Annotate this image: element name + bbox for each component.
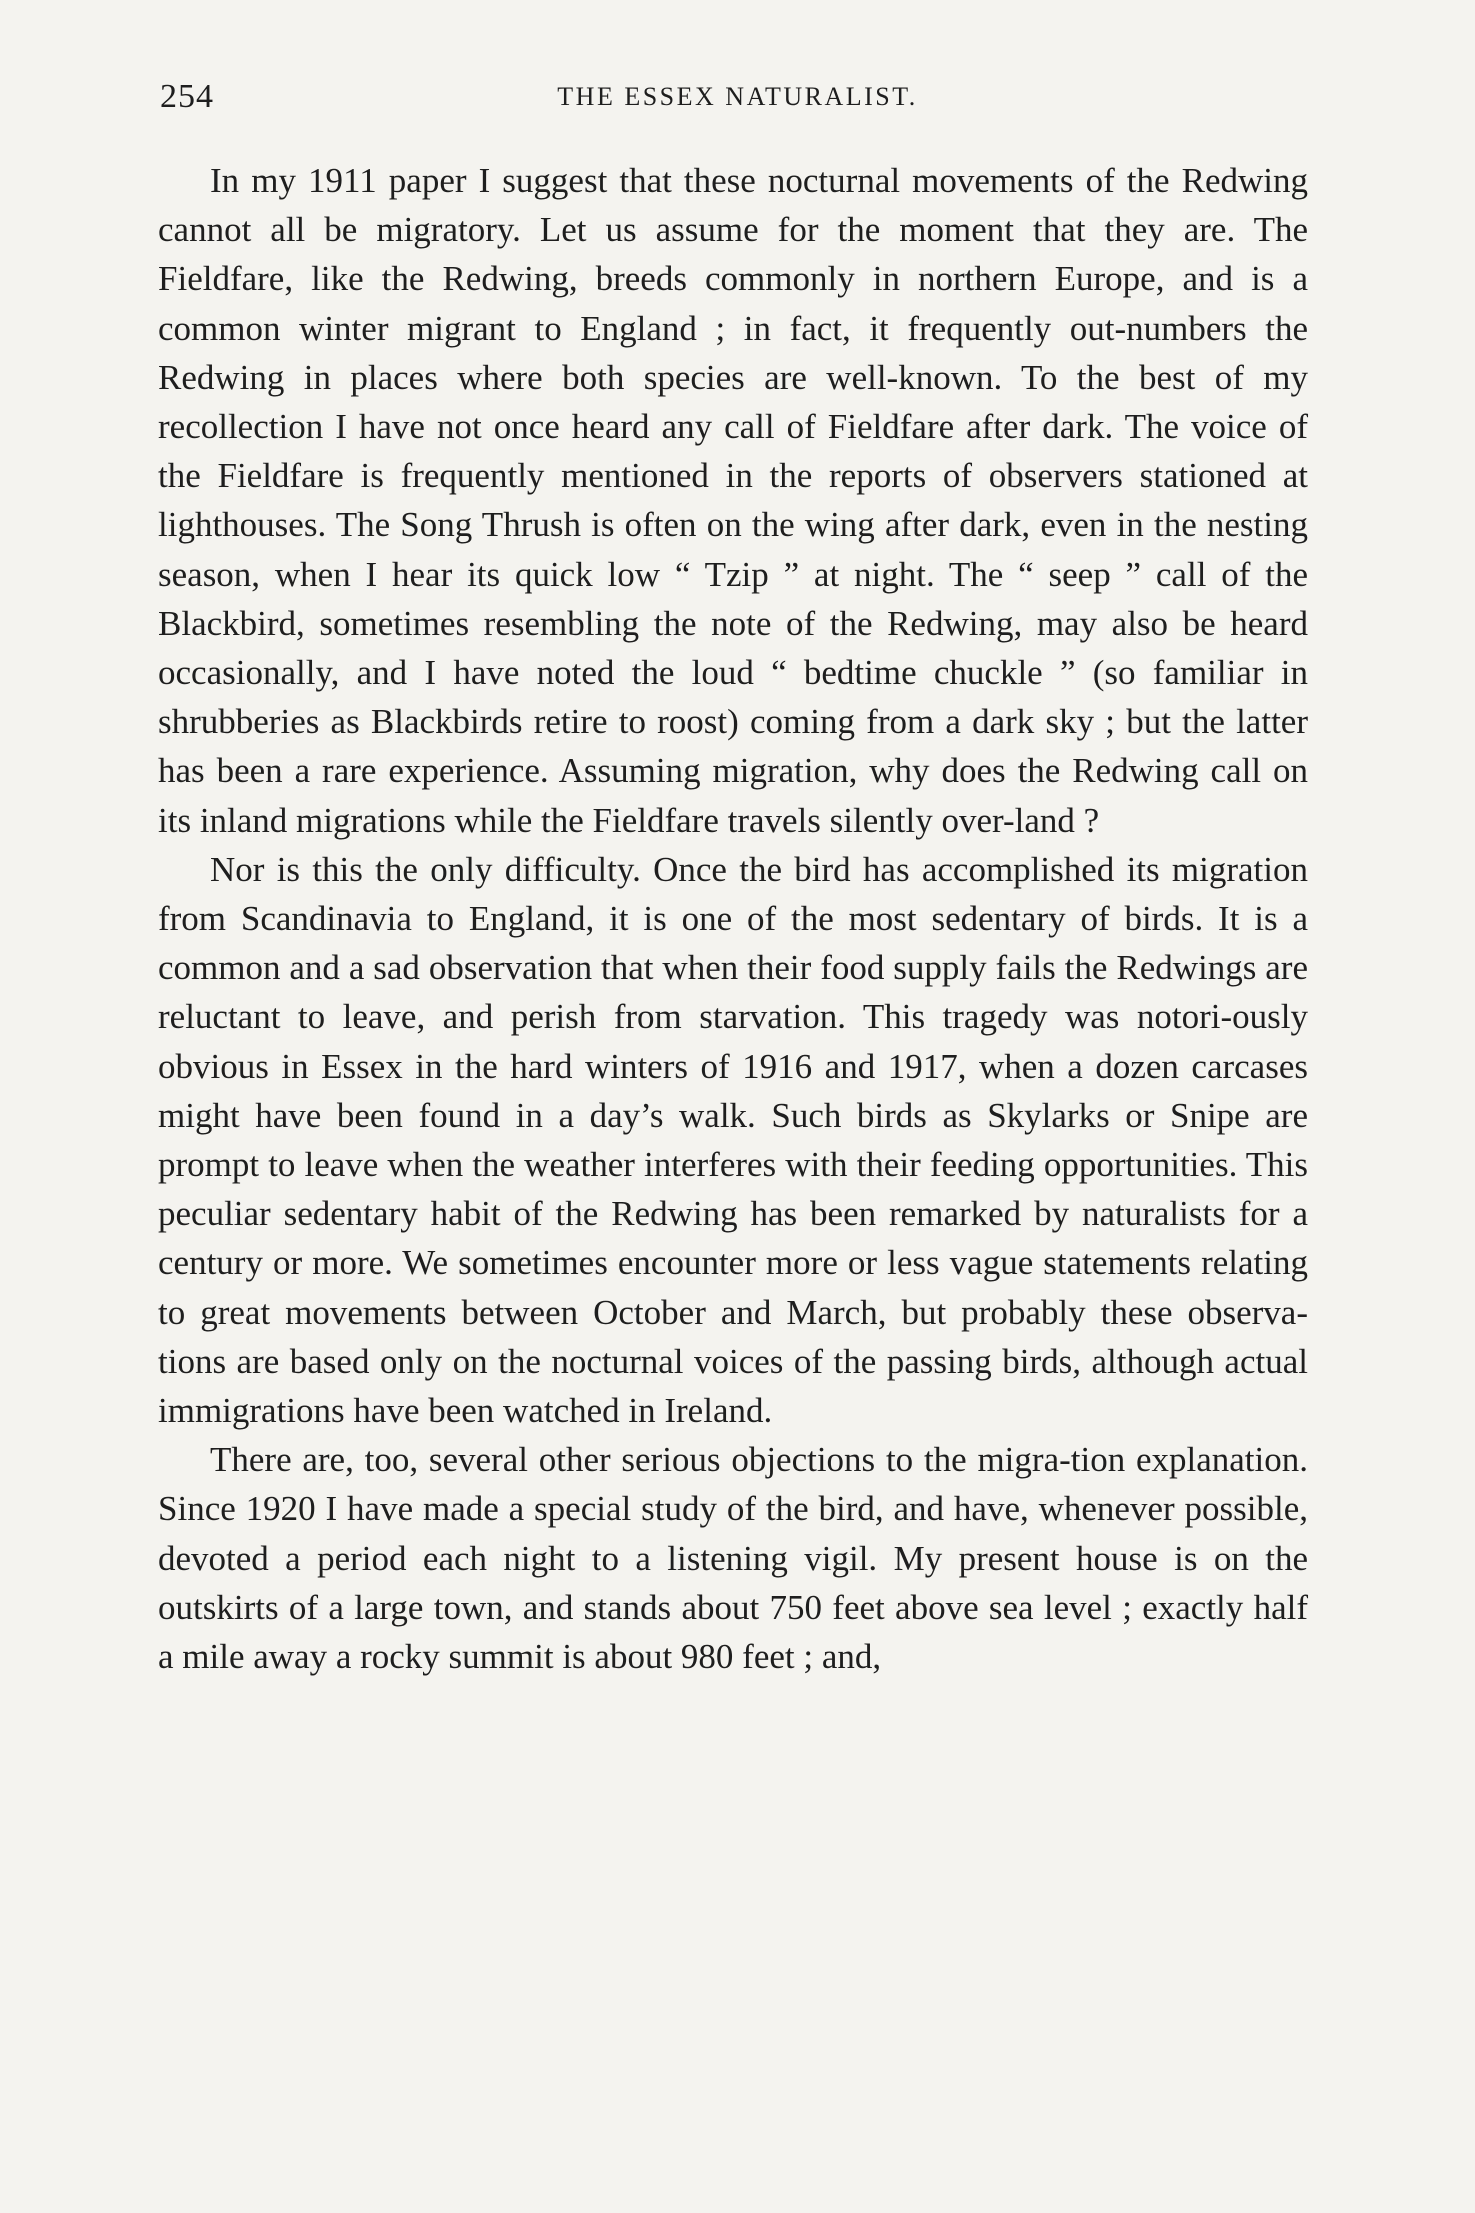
- paragraph-2: Nor is this the only difficulty. Once the bird has accomplished its migration from Scandinavia to England, it is one of the most sedentary of birds. It is a common and a sad observation that when their food supply fails the Redwings are reluctant to leave, and perish from starvation. This tragedy was notori-ously obvious in Essex in the hard winters of 1916 and 1917, when a dozen carcases might have been found in a day’s walk. Such birds as Skylarks or Snipe are prompt to leave when the weather interferes with their feeding opportunities. This peculiar sedentary habit of the Redwing has been remarked by naturalists for a century or more. We sometimes encounter more or less vague statements relating to great movements between October and March, but probably these observa-tions are based only on the nocturnal voices of the passing birds, although actual immigrations have been watched in Ireland.: [158, 849, 1308, 1431]
- body-text: [158, 156, 1308, 1681]
- running-title: THE ESSEX NATURALIST.: [557, 82, 918, 111]
- paragraph-3: There are, too, several other serious objections to the migra-tion explanation. Since 1920 I have made a special study of the bird, and have, whenever possible, devoted a period each night to a listening vigil. My present house is on the outskirts of a large town, and stands about 750 feet above sea level ; exactly half a mile away a rocky summit is about 980 feet ; and,: [158, 1440, 1308, 1677]
- paragraph-1: In my 1911 paper I suggest that these nocturnal movements of the Redwing cannot all be migratory. Let us assume for the moment that they are. The Fieldfare, like the Redwing, breeds commonly in northern Europe, and is a common winter migrant to England ; in fact, it frequently out-numbers the Redwing in places where both species are well-known. To the best of my recollection I have not once heard any call of Fieldfare after dark. The voice of the Fieldfare is frequently mentioned in the reports of observers stationed at lighthouses. The Song Thrush is often on the wing after dark, even in the nesting season, when I hear its quick low “ Tzip ” at night. The “ seep ” call of the Blackbird, sometimes resembling the note of the Redwing, may also be heard occasionally, and I have noted the loud “ bedtime chuckle ” (so familiar in shrubberies as Blackbirds retire to roost) coming from a dark sky ; but the latter has been a rare experience. Assuming migration, why does the Redwing call on its inland migrations while the Fieldfare travels silently over-land ?: [158, 161, 1308, 840]
- page-number: 254: [160, 78, 214, 115]
